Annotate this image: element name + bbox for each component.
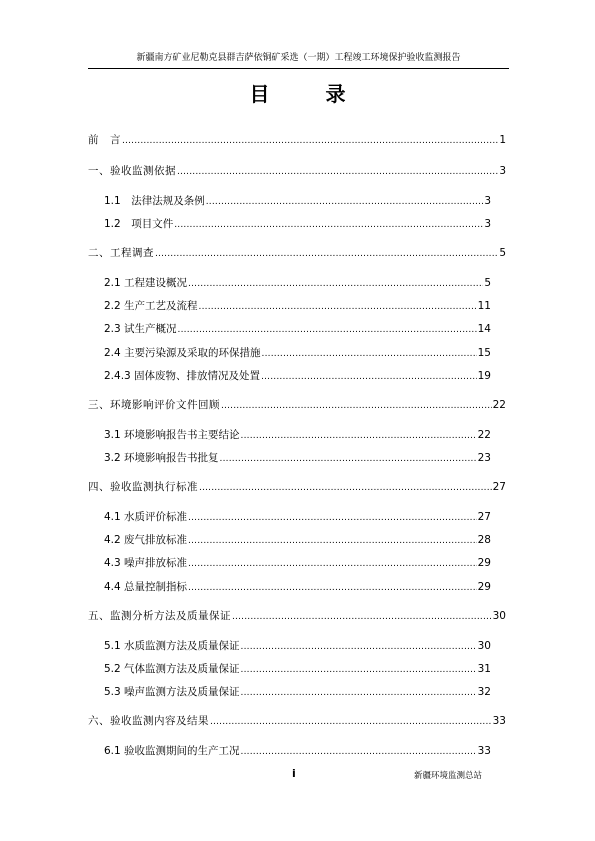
toc-entry-label: 2.4 主要污染源及采取的环保措施: [104, 347, 261, 359]
toc-leader: [241, 686, 477, 700]
toc-leader: [188, 511, 477, 525]
toc-leader: [261, 370, 477, 384]
toc-entry-2-2[interactable]: [104, 298, 491, 314]
toc-entry-4-3[interactable]: [104, 555, 491, 571]
toc-entry-3-2[interactable]: [104, 450, 491, 466]
toc-entry-label: 4.2 废气排放标准: [104, 534, 188, 546]
toc-entry-label: 2.3 试生产概况: [104, 323, 177, 335]
toc-leader: [232, 610, 492, 624]
toc-entry-label: 四、验收监测执行标准: [88, 481, 198, 493]
toc-leader: [241, 745, 477, 759]
toc-entry-5-2[interactable]: [104, 661, 491, 677]
toc-entry-page: 5: [499, 247, 506, 259]
toc-leader: [188, 557, 477, 571]
toc-entry-page: 14: [477, 323, 491, 335]
toc-leader: [188, 581, 477, 595]
toc-entry-page: 1: [499, 134, 506, 146]
toc-entry-label: 1.1 法律法规及条例: [104, 195, 205, 207]
toc-entry-label: 五、监测分析方法及质量保证: [88, 610, 231, 622]
toc-entry-6-1[interactable]: [104, 743, 491, 759]
toc-entry-page: 22: [492, 399, 506, 411]
toc-entry-page: 27: [492, 481, 506, 493]
toc-entry-label: 4.3 噪声排放标准: [104, 557, 188, 569]
toc-entry-page: 15: [477, 347, 491, 359]
toc-entry-page: 30: [492, 610, 506, 622]
toc-entry-page: 32: [477, 686, 491, 698]
toc-leader: [188, 277, 483, 291]
toc-entry-4-2[interactable]: [104, 532, 491, 548]
toc-entry-4-1[interactable]: [104, 509, 491, 525]
toc-entry-page: 11: [477, 300, 491, 312]
toc-leader: [199, 300, 477, 314]
toc-entry-label: 5.1 水质监测方法及质量保证: [104, 640, 240, 652]
toc-entry-section-4[interactable]: [88, 479, 506, 495]
header-divider: [88, 68, 509, 69]
toc-entry-section-5[interactable]: [88, 608, 506, 624]
toc-entry-preface[interactable]: [88, 132, 506, 148]
toc-entry-page: 33: [477, 745, 491, 757]
toc-leader: [188, 534, 477, 548]
toc-entry-label: 4.1 水质评价标准: [104, 511, 188, 523]
toc-entry-2-4[interactable]: [104, 345, 491, 361]
toc-entry-page: 29: [477, 557, 491, 569]
toc-entry-5-3[interactable]: [104, 684, 491, 700]
toc-leader: [241, 663, 477, 677]
toc-entry-section-6[interactable]: [88, 713, 506, 729]
toc-leader: [221, 399, 492, 413]
toc-leader: [155, 247, 498, 261]
toc-entry-label: 4.4 总量控制指标: [104, 581, 188, 593]
toc-leader: [122, 134, 498, 148]
toc-entry-label: 2.1 工程建设概况: [104, 277, 188, 289]
toc-entry-page: 3: [499, 165, 506, 177]
toc-leader: [199, 481, 492, 495]
toc-entry-1-1[interactable]: [104, 193, 491, 209]
toc-entry-page: 27: [477, 511, 491, 523]
toc-leader: [174, 218, 483, 232]
toc-entry-label: 5.2 气体监测方法及质量保证: [104, 663, 240, 675]
toc-entry-1-2[interactable]: [104, 216, 491, 232]
toc-leader: [210, 715, 492, 729]
toc-entry-2-4-3[interactable]: [104, 368, 491, 384]
toc-leader: [241, 640, 477, 654]
toc-entry-label: 六、验收监测内容及结果: [88, 715, 209, 727]
toc-title: 目 录: [249, 82, 364, 106]
toc-entry-section-3[interactable]: [88, 397, 506, 413]
toc-entry-page: 31: [477, 663, 491, 675]
toc-entry-label: 一、验收监测依据: [88, 165, 176, 177]
toc-entry-page: 19: [477, 370, 491, 382]
toc-entry-page: 5: [484, 277, 491, 289]
toc-entry-label: 1.2 项目文件: [104, 218, 174, 230]
toc-entry-label: 三、环境影响评价文件回顾: [88, 399, 220, 411]
toc-entry-label: 6.1 验收监测期间的生产工况: [104, 745, 240, 757]
toc-leader: [177, 165, 498, 179]
toc-entry-5-1[interactable]: [104, 638, 491, 654]
toc-entry-label: 2.4.3 固体废物、排放情况及处置: [104, 370, 261, 382]
footer-organization: 新疆环境监测总站: [414, 771, 483, 781]
toc-entry-label: 3.1 环境影响报告书主要结论: [104, 429, 240, 441]
toc-entry-page: 28: [477, 534, 491, 546]
toc-entry-3-1[interactable]: [104, 427, 491, 443]
toc-leader: [220, 452, 477, 466]
toc-entry-label: 前 言: [88, 134, 121, 146]
toc-entry-page: 23: [477, 452, 491, 464]
toc-leader: [178, 323, 477, 337]
toc-entry-label: 二、工程调查: [88, 247, 154, 259]
toc-entry-page: 3: [484, 195, 491, 207]
toc-entry-section-1[interactable]: [88, 163, 506, 179]
toc-leader: [262, 347, 477, 361]
toc-entry-label: 5.3 噪声监测方法及质量保证: [104, 686, 240, 698]
toc-entry-page: 33: [492, 715, 506, 727]
toc-entry-page: 30: [477, 640, 491, 652]
toc-entry-label: 3.2 环境影响报告书批复: [104, 452, 219, 464]
toc-entry-4-4[interactable]: [104, 579, 491, 595]
toc-entry-page: 3: [484, 218, 491, 230]
toc-entry-section-2[interactable]: [88, 245, 506, 261]
toc-entry-label: 2.2 生产工艺及流程: [104, 300, 198, 312]
footer-page-number: i: [292, 767, 296, 780]
toc-entry-2-1[interactable]: [104, 275, 491, 291]
running-header: 新疆南方矿业尼勒克县群吉萨依铜矿采选（一期）工程竣工环境保护验收监测报告: [136, 53, 461, 63]
toc-entry-page: 29: [477, 581, 491, 593]
toc-leader: [206, 195, 484, 209]
toc-entry-page: 22: [477, 429, 491, 441]
toc-leader: [241, 429, 477, 443]
toc-entry-2-3[interactable]: [104, 321, 491, 337]
